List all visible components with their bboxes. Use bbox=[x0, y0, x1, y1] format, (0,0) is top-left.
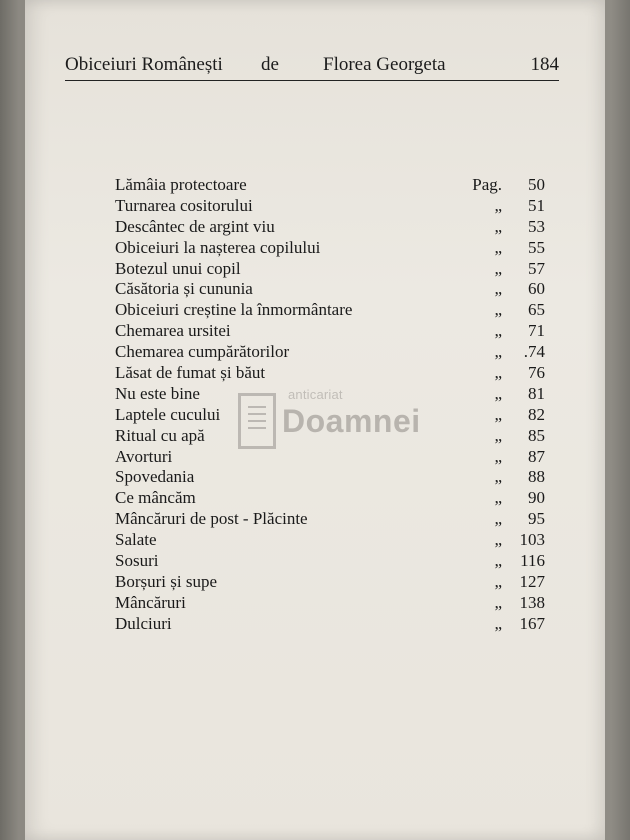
toc-entry bbox=[115, 217, 545, 238]
toc-entry-page-prefix: „ bbox=[494, 383, 502, 403]
toc-entry-page-number: 51 bbox=[528, 195, 545, 215]
toc-entry-title: Chemarea cumpărătorilor bbox=[115, 342, 290, 362]
toc-entry bbox=[115, 593, 545, 614]
header-book-title: Obiceiuri Românești bbox=[65, 54, 223, 75]
toc-entry-page-number: 90 bbox=[528, 488, 545, 508]
toc-entry-title: Botezul unui copil bbox=[115, 258, 241, 278]
toc-entry-page-prefix: „ bbox=[494, 592, 502, 612]
toc-entry-title: Descântec de argint viu bbox=[115, 216, 275, 236]
toc-entry-title: Lăsat de fumat și băut bbox=[115, 363, 266, 383]
toc-entry-page-number: 95 bbox=[528, 509, 545, 529]
toc-entry-title: Salate bbox=[115, 530, 157, 550]
toc-entry-page-prefix: „ bbox=[494, 613, 502, 633]
toc-entry-title: Chemarea ursitei bbox=[115, 321, 231, 341]
toc-entry bbox=[115, 488, 545, 509]
toc-entry-title: Borșuri și supe bbox=[115, 571, 217, 591]
toc-entry bbox=[115, 572, 545, 593]
watermark-top-text: anticariat bbox=[288, 387, 343, 402]
toc-entry-page-prefix: „ bbox=[494, 216, 502, 236]
toc-entry-page-number: 85 bbox=[528, 425, 545, 445]
toc-entry-page-number: 88 bbox=[528, 467, 545, 487]
toc-entry-page-prefix: „ bbox=[494, 509, 502, 529]
toc-entry-title: Ritual cu apă bbox=[115, 425, 205, 445]
toc-entry-page-number: 87 bbox=[528, 446, 545, 466]
toc-entry-page-prefix: „ bbox=[494, 488, 502, 508]
toc-entry-title: Mâncăruri de post - Plăcinte bbox=[115, 509, 308, 529]
toc-entry-page-number: 57 bbox=[528, 258, 545, 278]
toc-entry-page-number: 71 bbox=[528, 321, 545, 341]
toc-entry bbox=[115, 279, 545, 300]
book-page bbox=[25, 0, 605, 840]
toc-entry bbox=[115, 196, 545, 217]
toc-entry-page-prefix: Pag. bbox=[472, 175, 502, 194]
toc-entry bbox=[115, 363, 545, 384]
toc-entry-page-prefix: „ bbox=[494, 342, 502, 362]
toc-entry-page-number: 81 bbox=[528, 383, 545, 403]
toc-entry bbox=[115, 321, 545, 342]
toc-entry-title: Ce mâncăm bbox=[115, 488, 196, 508]
toc-entry-title: Nu este bine bbox=[115, 383, 200, 403]
watermark-brand: Doamnei bbox=[282, 403, 421, 439]
toc-entry-title: Căsătoria și cununia bbox=[115, 279, 253, 299]
toc-entry-page-prefix: „ bbox=[494, 321, 502, 341]
toc-entry-title: Sosuri bbox=[115, 551, 159, 571]
toc-entry bbox=[115, 509, 545, 530]
toc-entry-title: Turnarea cositorului bbox=[115, 195, 253, 215]
toc-entry bbox=[115, 551, 545, 572]
header-connector: de bbox=[261, 54, 279, 75]
toc-entry-page-number: .74 bbox=[523, 342, 545, 362]
toc-entry-title: Spovedania bbox=[115, 467, 195, 487]
toc-entry bbox=[115, 259, 545, 280]
watermark bbox=[238, 385, 421, 457]
toc-entry-page-prefix: „ bbox=[494, 279, 502, 299]
toc-entry-page-prefix: „ bbox=[494, 300, 502, 320]
toc-entry-page-prefix: „ bbox=[494, 551, 502, 571]
toc-entry-page-prefix: „ bbox=[494, 467, 502, 487]
toc-entry bbox=[115, 238, 545, 259]
toc-entry-page-number: 116 bbox=[520, 551, 545, 571]
toc-entry-page-prefix: „ bbox=[494, 425, 502, 445]
toc-entry bbox=[115, 530, 545, 551]
toc-entry-page-prefix: „ bbox=[494, 446, 502, 466]
toc-entry bbox=[115, 175, 545, 196]
toc-entry-page-number: 76 bbox=[528, 363, 545, 383]
toc-entry-page-prefix: „ bbox=[494, 571, 502, 591]
toc-entry-page-number: 53 bbox=[528, 216, 545, 236]
toc-entry-page-number: 127 bbox=[519, 571, 545, 591]
toc-entry-page-prefix: „ bbox=[494, 363, 502, 383]
toc-entry-title: Obiceiuri la nașterea copilului bbox=[115, 237, 321, 257]
toc-entry-title: Dulciuri bbox=[115, 613, 172, 633]
running-header bbox=[65, 52, 559, 81]
header-page-number: 184 bbox=[530, 54, 559, 75]
toc-entry-page-number: 167 bbox=[519, 613, 545, 633]
toc-entry-page-number: 55 bbox=[528, 237, 545, 257]
book-stack-icon bbox=[238, 393, 276, 449]
toc-entry-page-prefix: „ bbox=[494, 237, 502, 257]
toc-entry-page-number: 103 bbox=[519, 530, 545, 550]
toc-entry-page-number: 60 bbox=[528, 279, 545, 299]
toc-entry bbox=[115, 342, 545, 363]
toc-entry-page-number: 65 bbox=[528, 300, 545, 320]
header-author: Florea Georgeta bbox=[323, 54, 446, 75]
toc-entry-page-number: 50 bbox=[528, 175, 545, 194]
toc-entry bbox=[115, 614, 545, 635]
toc-entry bbox=[115, 467, 545, 488]
toc-entry-title: Obiceiuri creștine la înmormântare bbox=[115, 300, 353, 320]
toc-entry-page-prefix: „ bbox=[494, 530, 502, 550]
toc-entry-title: Avorturi bbox=[115, 446, 173, 466]
toc-entry-title: Mâncăruri bbox=[115, 592, 186, 612]
toc-entry-page-number: 138 bbox=[519, 592, 545, 612]
toc-entry-title: Laptele cucului bbox=[115, 404, 221, 424]
toc-entry-page-number: 82 bbox=[528, 404, 545, 424]
toc-entry-page-prefix: „ bbox=[494, 195, 502, 215]
toc-entry bbox=[115, 300, 545, 321]
toc-entry-title: Lămâia protectoare bbox=[115, 175, 247, 194]
toc-entry-page-prefix: „ bbox=[494, 404, 502, 424]
toc-entry-page-prefix: „ bbox=[494, 258, 502, 278]
